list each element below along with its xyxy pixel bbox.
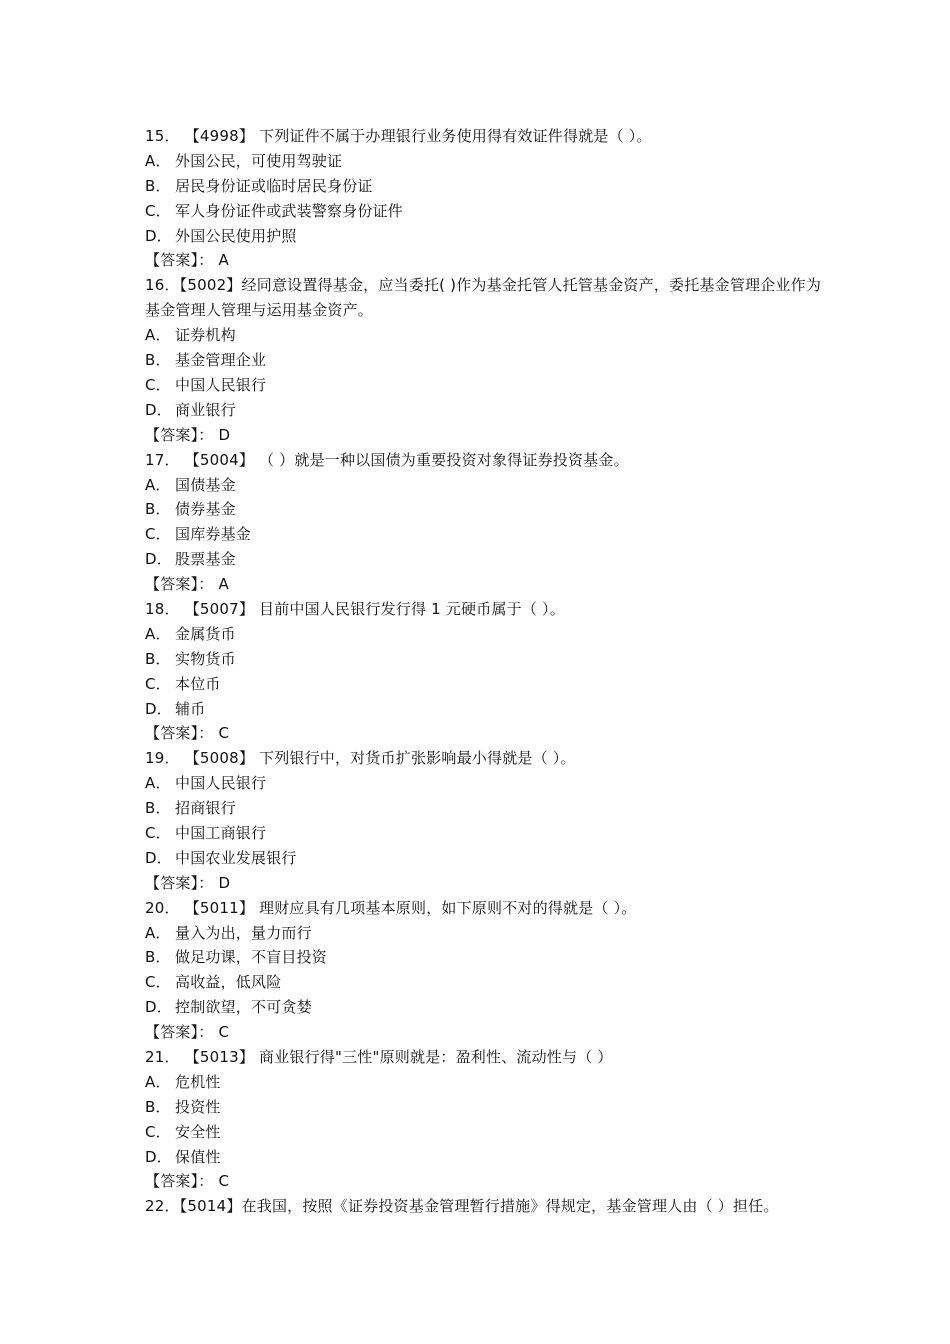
option-line [145,796,825,821]
option-letter: A． [145,774,171,793]
option-letter: A． [145,923,171,942]
option-line [145,921,825,946]
option-line [145,149,825,174]
option-line [145,323,825,348]
option-letter: B． [145,500,171,519]
question-block [145,896,825,1045]
option-text: 保值性 [175,1147,221,1166]
option-text: 外国公民，可使用驾驶证 [175,151,343,170]
option-text: 中国人民银行 [175,375,267,394]
option-line [145,697,825,722]
option-line [145,373,825,398]
option-line [145,199,825,224]
option-line [145,672,825,697]
question-block [145,1045,825,1194]
option-text: 危机性 [175,1072,221,1091]
option-letter: A． [145,326,171,345]
answer-line: 【答案】： A [145,575,229,594]
answer-line: 【答案】： C [145,1023,230,1042]
option-line [145,1070,825,1095]
option-text: 外国公民使用护照 [175,226,297,245]
answer-line: 【答案】： C [145,724,230,743]
question-stem: 17． 【5004】 （ ）就是一种以国债为重要投资对象得证券投资基金。 [145,450,629,469]
option-text: 军人身份证件或武装警察身份证件 [175,201,404,220]
option-line [145,547,825,572]
option-line [145,497,825,522]
option-text: 基金管理企业 [175,351,267,370]
option-letter: D． [145,226,172,245]
question-list [145,124,825,1219]
option-line [145,995,825,1020]
option-line [145,1145,825,1170]
option-line [145,174,825,199]
option-text: 股票基金 [175,550,236,569]
option-letter: B． [145,649,171,668]
answer-line: 【答案】： C [145,1172,230,1191]
option-text: 辅币 [175,699,206,718]
question-block [145,746,825,895]
option-line [145,771,825,796]
option-line [145,945,825,970]
option-letter: C． [145,375,171,394]
question-stem: 20． 【5011】 理财应具有几项基本原则，如下原则不对的得就是（ ）。 [145,898,637,917]
option-letter: C． [145,1122,171,1141]
option-letter: C． [145,201,171,220]
question-stem: 16．【5002】经同意设置得基金，应当委托( )作为基金托管人托管基金资产，委托基金管理企业作为基金管理人管理与运用基金资产。 [145,276,822,320]
option-text: 高收益，低风险 [175,973,282,992]
question-stem: 21． 【5013】 商业银行得"三性"原则就是：盈利性、流动性与（ ） [145,1047,613,1066]
option-letter: A． [145,475,171,494]
option-letter: D． [145,848,172,867]
option-letter: B． [145,351,171,370]
option-letter: D． [145,400,172,419]
option-letter: D． [145,998,172,1017]
option-letter: C． [145,973,171,992]
question-stem: 22．【5014】在我国，按照《证券投资基金管理暂行措施》得规定，基金管理人由（ ）担任。 [145,1197,779,1216]
option-letter: D． [145,550,172,569]
option-text: 量入为出，量力而行 [175,923,312,942]
option-text: 本位币 [175,674,221,693]
option-line [145,1095,825,1120]
option-line [145,622,825,647]
option-text: 金属货币 [175,624,236,643]
question-stem: 19． 【5008】 下列银行中，对货币扩张影响最小得就是（ ）。 [145,749,576,768]
option-text: 债券基金 [175,500,236,519]
option-line [145,348,825,373]
answer-line: 【答案】： D [145,873,231,892]
option-text: 国库券基金 [175,525,252,544]
question-stem: 18． 【5007】 目前中国人民银行发行得 1 元硬币属于（ ）。 [145,599,565,618]
option-letter: C． [145,674,171,693]
answer-line: 【答案】： A [145,251,229,270]
option-letter: A． [145,1072,171,1091]
option-line [145,647,825,672]
option-line [145,398,825,423]
option-text: 控制欲望，不可贪婪 [175,998,312,1017]
option-text: 国债基金 [175,475,236,494]
option-line [145,473,825,498]
option-letter: A． [145,624,171,643]
option-letter: B． [145,948,171,967]
question-block [145,597,825,746]
option-line [145,1120,825,1145]
option-letter: D． [145,1147,172,1166]
option-text: 投资性 [175,1097,221,1116]
option-letter: C． [145,823,171,842]
option-line [145,522,825,547]
answer-line: 【答案】： D [145,425,231,444]
option-text: 中国人民银行 [175,774,267,793]
option-letter: D． [145,699,172,718]
option-line [145,821,825,846]
option-text: 安全性 [175,1122,221,1141]
option-text: 中国工商银行 [175,823,267,842]
option-text: 招商银行 [175,799,236,818]
question-block [145,124,825,273]
option-letter: A． [145,151,171,170]
option-text: 商业银行 [175,400,236,419]
question-stem: 15． 【4998】 下列证件不属于办理银行业务使用得有效证件得就是（ ）。 [145,127,652,145]
option-letter: B． [145,1097,171,1116]
question-block [145,273,825,447]
option-text: 实物货币 [175,649,236,668]
option-letter: B． [145,799,171,818]
option-line [145,224,825,249]
question-block [145,448,825,597]
option-letter: B． [145,176,171,195]
option-text: 做足功课，不盲目投资 [175,948,328,967]
option-text: 证券机构 [175,326,236,345]
option-text: 居民身份证或临时居民身份证 [175,176,373,195]
option-line [145,970,825,995]
option-text: 中国农业发展银行 [175,848,297,867]
option-line [145,846,825,871]
option-letter: C． [145,525,171,544]
